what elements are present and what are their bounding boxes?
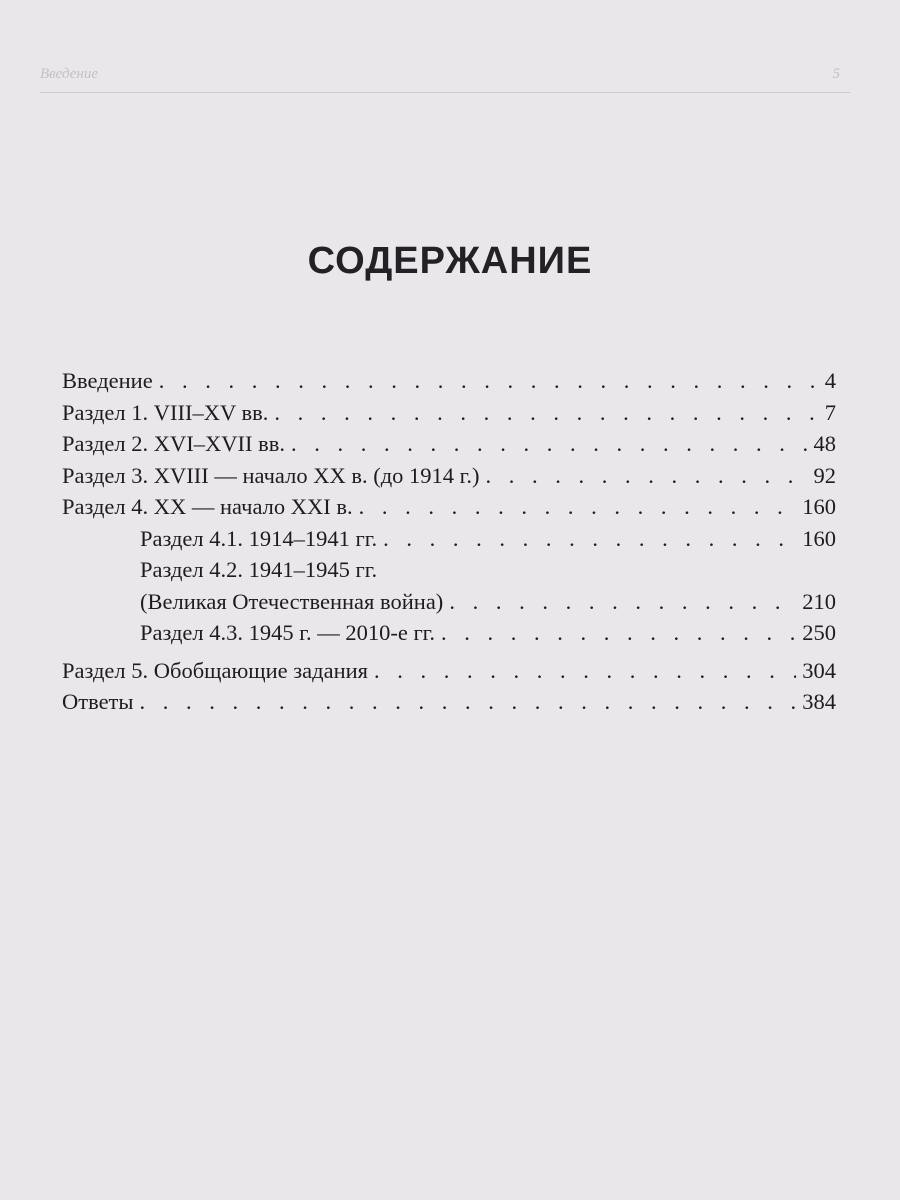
- toc-label: Ответы: [62, 689, 134, 714]
- toc-subentry[interactable]: [62, 557, 836, 589]
- toc-label: Раздел 3. XVIII — начало XX в. (до 1914 г.): [62, 462, 480, 488]
- toc-subentry[interactable]: [62, 526, 836, 558]
- table-of-contents: [62, 368, 836, 721]
- running-header-page: 5: [832, 66, 840, 82]
- leader-dots: [441, 620, 796, 646]
- leader-dots: [374, 658, 796, 684]
- leader-dots: [485, 463, 807, 489]
- toc-page: 4: [824, 368, 836, 393]
- toc-entry[interactable]: [62, 431, 836, 463]
- leader-dots: [140, 689, 797, 715]
- toc-page: 304: [802, 657, 836, 683]
- toc-page: 384: [802, 689, 836, 714]
- toc-subentry-continuation[interactable]: [62, 589, 836, 621]
- toc-entry[interactable]: [62, 400, 836, 432]
- toc-entry[interactable]: [62, 368, 836, 400]
- toc-label: Введение: [62, 368, 153, 393]
- toc-entry[interactable]: [62, 494, 836, 526]
- leader-dots: [449, 589, 796, 615]
- toc-label: Раздел 4.3. 1945 г. — 2010-е гг.: [140, 620, 435, 645]
- toc-page: 250: [802, 620, 836, 645]
- toc-page: 7: [824, 399, 836, 425]
- leader-dots: [383, 526, 796, 552]
- leader-dots: [359, 494, 797, 520]
- toc-page: 92: [813, 462, 836, 488]
- leader-dots: [274, 400, 818, 426]
- toc-label: (Великая Отечественная война): [140, 588, 444, 614]
- toc-label: Раздел 4.2. 1941–1945 гг.: [140, 557, 378, 582]
- running-header: [40, 66, 860, 86]
- leader-dots: [291, 431, 808, 457]
- toc-label: Раздел 2. XVI–XVII вв.: [62, 431, 285, 456]
- page-title: СОДЕРЖАНИЕ: [307, 240, 593, 282]
- toc-label: Раздел 4.1. 1914–1941 гг.: [140, 525, 378, 551]
- header-rule: [40, 92, 850, 93]
- toc-page: 48: [813, 431, 836, 456]
- toc-label: Раздел 4. XX — начало XXI в.: [62, 494, 353, 519]
- running-header-section: Введение: [40, 66, 98, 82]
- toc-entry[interactable]: [62, 689, 836, 721]
- toc-page: 160: [802, 494, 836, 519]
- toc-page: 210: [802, 588, 836, 614]
- toc-subentry[interactable]: [62, 620, 836, 652]
- toc-label: Раздел 5. Обобщающие задания: [62, 657, 369, 683]
- toc-page: 160: [802, 525, 836, 551]
- toc-entry[interactable]: [62, 463, 836, 495]
- toc-label: Раздел 1. VIII–XV вв.: [62, 399, 269, 425]
- leader-dots: [159, 368, 819, 394]
- toc-entry[interactable]: [62, 658, 836, 690]
